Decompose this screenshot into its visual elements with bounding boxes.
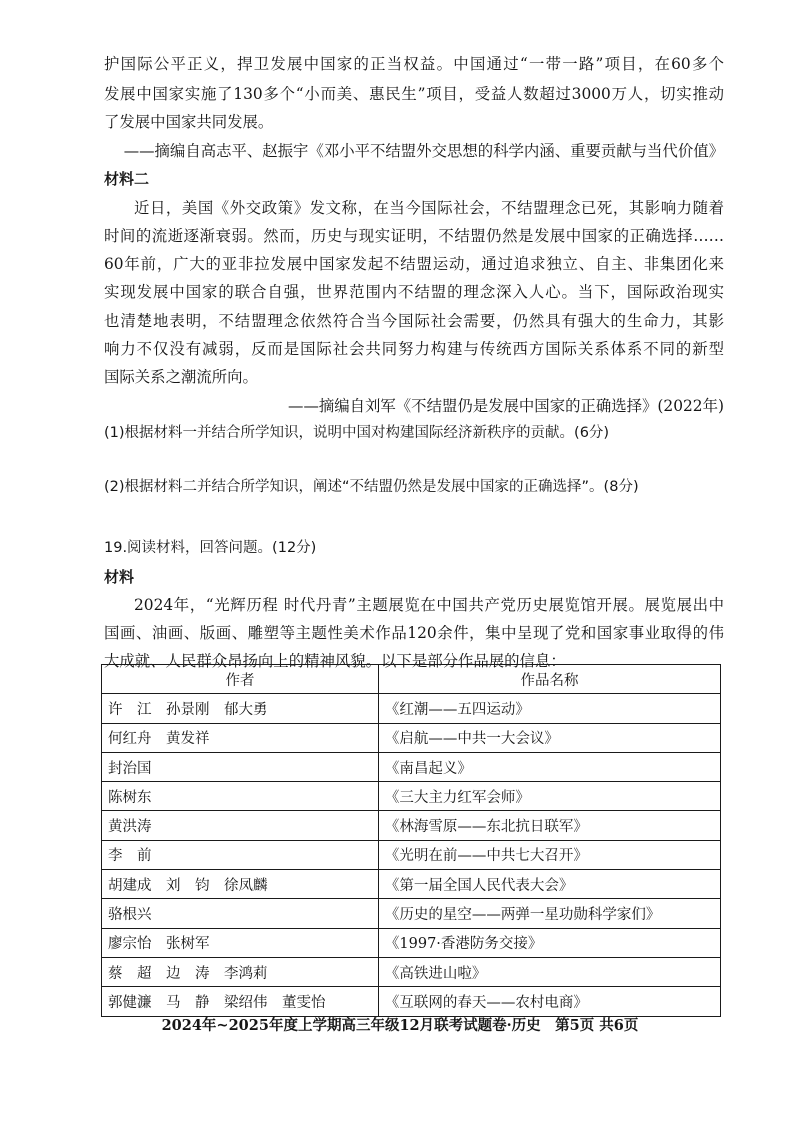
work-cell: 《光明在前——中共七大召开》 <box>378 840 720 869</box>
artwork-table <box>101 664 721 1017</box>
table-row <box>102 811 721 840</box>
table-header-row <box>102 665 721 694</box>
author-cell: 许 江 孙景刚 郁大勇 <box>102 694 379 723</box>
continuation-line-3: 了发展中国家共同发展。 <box>104 113 274 131</box>
author-cell: 封治国 <box>102 752 379 781</box>
table-row <box>102 694 721 723</box>
author-cell: 蔡 超 边 涛 李鸿莉 <box>102 957 379 986</box>
page-footer: 2024年~2025年度上学期高三年级12月联考试题卷·历史 第5页 共6页 <box>161 1017 639 1034</box>
table-row <box>102 723 721 752</box>
work-cell: 《林海雪原——东北抗日联军》 <box>378 811 720 840</box>
author-cell: 廖宗怡 张树军 <box>102 928 379 957</box>
table-row <box>102 840 721 869</box>
material1-source: ——摘编自高志平、赵振宇《邓小平不结盟外交思想的科学内涵、重要贡献与当代价值》 <box>123 142 724 160</box>
work-cell: 《红潮——五四运动》 <box>378 694 720 723</box>
material2-line-7: 国际关系之潮流所向。 <box>104 368 258 386</box>
question-19-material-heading: 材料 <box>104 568 135 586</box>
material2-heading: 材料二 <box>104 170 150 188</box>
material2-line-4: 实现发展中国家的联合自强，世界范围内不结盟的理念深入人心。当下，国际政治现实 <box>104 283 724 301</box>
header-work: 作品名称 <box>378 665 720 694</box>
material2-line-1: 近日，美国《外交政策》发文称，在当今国际社会，不结盟理念已死，其影响力随着 <box>134 199 724 217</box>
table-row <box>102 987 721 1016</box>
table-row <box>102 752 721 781</box>
work-cell: 《三大主力红军会师》 <box>378 782 720 811</box>
work-cell: 《启航——中共一大会议》 <box>378 723 720 752</box>
work-cell: 《南昌起义》 <box>378 752 720 781</box>
table-row <box>102 870 721 899</box>
question-19-line-1: 2024年，“光辉历程 时代丹青”主题展览在中国共产党历史展览馆开展。展览展出中 <box>134 596 724 614</box>
work-cell: 《第一届全国人民代表大会》 <box>378 870 720 899</box>
work-cell: 《历史的星空——两弹一星功勋科学家们》 <box>378 899 720 928</box>
header-author: 作者 <box>102 665 379 694</box>
author-cell: 陈树东 <box>102 782 379 811</box>
table-row <box>102 957 721 986</box>
work-cell: 《互联网的春天——农村电商》 <box>378 987 720 1016</box>
question-18-1: (1)根据材料一并结合所学知识，说明中国对构建国际经济新秩序的贡献。(6分) <box>104 425 610 441</box>
author-cell: 郭健濂 马 静 梁绍伟 董雯怡 <box>102 987 379 1016</box>
question-18-2: (2)根据材料二并结合所学知识，阐述“不结盟仍然是发展中国家的正确选择”。(8分) <box>104 479 639 495</box>
author-cell: 何红舟 黄发祥 <box>102 723 379 752</box>
table-row <box>102 782 721 811</box>
author-cell: 李 前 <box>102 840 379 869</box>
material2-source: ——摘编自刘军《不结盟仍是发展中国家的正确选择》(2022年) <box>288 397 724 415</box>
table-row <box>102 928 721 957</box>
work-cell: 《1997·香港防务交接》 <box>378 928 720 957</box>
continuation-line-1: 护国际公平正义，捍卫发展中国家的正当权益。中国通过“一带一路”项目，在60多个 <box>104 55 724 73</box>
work-cell: 《高铁进山啦》 <box>378 957 720 986</box>
author-cell: 黄洪涛 <box>102 811 379 840</box>
question-19-line-2: 国画、油画、版画、雕塑等主题性美术作品120余件，集中呈现了党和国家事业取得的伟 <box>104 624 724 642</box>
material2-line-2: 时间的流逝逐渐衰弱。然而，历史与现实证明，不结盟仍然是发展中国家的正确选择…… <box>104 227 724 245</box>
material2-line-6: 响力不仅没有减弱，反而是国际社会共同努力构建与传统西方国际关系体系不同的新型 <box>104 340 724 358</box>
question-19-title: 19.阅读材料，回答问题。(12分) <box>104 540 317 556</box>
author-cell: 胡建成 刘 钧 徐凤麟 <box>102 870 379 899</box>
material2-line-5: 也清楚地表明，不结盟理念依然符合当今国际社会需要，仍然具有强大的生命力，其影 <box>104 312 724 330</box>
continuation-line-2: 发展中国家实施了130多个“小而美、惠民生”项目，受益人数超过3000万人，切实推动 <box>104 85 724 103</box>
material2-line-3: 60年前，广大的亚非拉发展中国家发起不结盟运动，通过追求独立、自主、非集团化来 <box>104 255 724 273</box>
table-row <box>102 899 721 928</box>
author-cell: 骆根兴 <box>102 899 379 928</box>
question-19-line-3: 大成就、人民群众昂扬向上的精神风貌。以下是部分作品展的信息： <box>104 652 566 670</box>
